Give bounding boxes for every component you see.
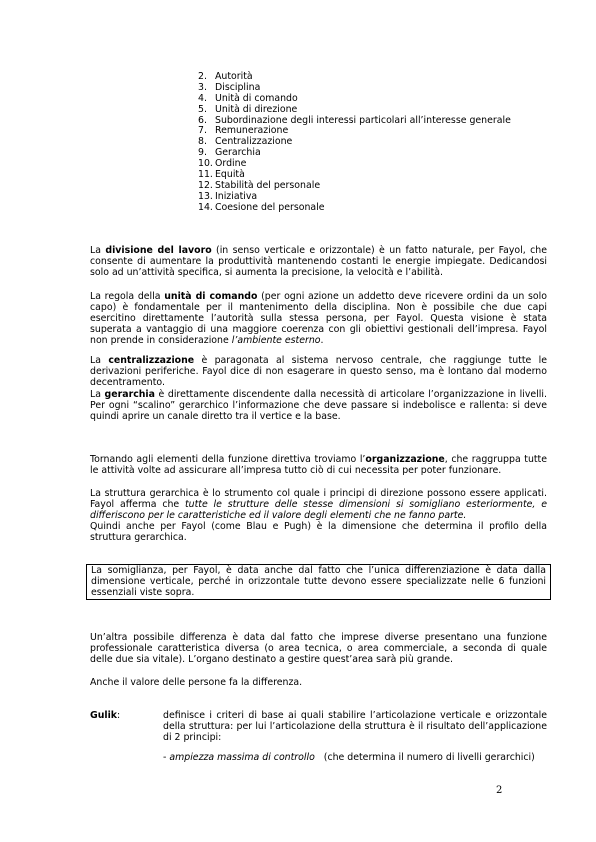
list-item-number: 7. xyxy=(198,125,207,137)
text: Un’altra possibile differenza è data dal fatto che imprese diverse presentano una funzione professionale caratteristica diversa (o area tecnica, o area commerciale, a seconda di quale delle due sia vitale). L’organo destinato a gestire quest’area sarà più grande. xyxy=(90,632,547,665)
list-item-number: 5. xyxy=(198,103,207,115)
list-item xyxy=(198,203,538,214)
paragraph-persone xyxy=(90,678,547,689)
gulik-label xyxy=(90,711,120,722)
text: è paragonata al sistema nervoso centrale, che raggiunge tutte le derivazioni periferiche. Fayol dice di non esagerare in questo senso, ma è lontano dal moderno decentramento. xyxy=(90,355,548,388)
list-item-label: Unità di comando xyxy=(215,92,298,104)
list-item-label: Coesione del personale xyxy=(215,201,325,213)
list-item-label: Gerarchia xyxy=(215,147,261,159)
text: La struttura gerarchica è lo strumento col quale i principi di direzione possono essere applicati. Fayol afferma che xyxy=(90,488,547,510)
list-item-number: 6. xyxy=(198,114,207,126)
list-item-label: Ordine xyxy=(215,158,247,170)
bold-term: unità di comando xyxy=(164,291,258,302)
list-item xyxy=(198,159,538,170)
gulik-principle-1 xyxy=(163,753,535,764)
list-item-number: 3. xyxy=(198,81,207,93)
gulik-definition xyxy=(163,711,547,744)
list-item-label: Stabilità del personale xyxy=(215,179,321,191)
text: La xyxy=(90,355,109,366)
paragraph-organizzazione xyxy=(90,455,547,477)
list-item-number: 14. xyxy=(198,201,213,213)
paragraph-centralizzazione xyxy=(90,356,547,389)
list-item-number: 9. xyxy=(198,147,207,159)
text: Anche il valore delle persone fa la differenza. xyxy=(90,677,303,688)
text: (che determina il numero di livelli gerarchici) xyxy=(314,752,535,763)
bold-term: gerarchia xyxy=(104,389,155,400)
dash: - xyxy=(163,752,170,763)
text: è direttamente discendente dalla necessità di articolare l’organizzazione in livelli. Per ogni “scalino” gerarchico l’informazione che deve passare si indebolisce e rallenta: si deve quindi aprire un canale diretto tra il vertice e la base. xyxy=(90,389,547,422)
list-item-label: Equità xyxy=(215,169,245,181)
boxed-note-text: La somiglianza, per Fayol, è data anche dal fatto che l’unica differenziazione è data dalla dimensione verticale, perché in orizzontale tutte devono essere specializzate nelle 6 funzioni essenziali viste sopra. xyxy=(91,565,546,598)
italic-term: ampiezza massima di controllo xyxy=(169,752,315,763)
text: La regola della xyxy=(90,291,165,302)
paragraph-differenza xyxy=(90,633,547,666)
list-item-label: Centralizzazione xyxy=(215,136,293,148)
bold-term: organizzazione xyxy=(365,454,445,465)
text: Quindi anche per Fayol (come Blau e Pugh) è la dimensione che determina il profilo della struttura gerarchica. xyxy=(90,520,547,543)
italic-term: l’ambiente esterno xyxy=(231,334,321,346)
bold-term: divisione del lavoro xyxy=(105,245,212,256)
italic-quote: tutte le strutture delle stesse dimensioni si somigliano esteriormente, e differiscono per le caratteristiche ed il valore degli elementi che ne fanno parte. xyxy=(90,498,547,521)
text: definisce i criteri di base ai quali stabilire l’articolazione verticale e orizzontale della struttura: per lui l’articolazione della struttura è il risultato dell’applicazione di 2 principi: xyxy=(163,710,547,743)
list-item-number: 2. xyxy=(198,71,207,82)
list-item-number: 8. xyxy=(198,136,207,148)
list-item-label: Unità di direzione xyxy=(215,103,298,115)
list-item-number: 10. xyxy=(198,158,213,170)
paragraph-unita-comando xyxy=(90,292,547,347)
paragraph-gerarchia xyxy=(90,390,547,423)
text: (per ogni azione un addetto deve ricevere ordini da un solo capo) è fondamentale per il mantenimento della disciplina. Non è possibile che due capi esercitino direttamente l’autorità sulla stessa persona, per Fayol. Questa visione è stata superata a vantaggio di una maggiore coerenza con gli obiettivi gestionali dell’impresa. Fayol non prende in considerazione xyxy=(90,291,547,346)
gulik-name: Gulik xyxy=(90,710,118,721)
paragraph-struttura-gerarchica xyxy=(90,489,547,544)
list-item-number: 4. xyxy=(198,92,207,104)
list-item-label: Disciplina xyxy=(215,81,261,93)
list-item-number: 13. xyxy=(198,190,213,202)
list-item-label: Iniziativa xyxy=(215,190,258,202)
list-item-label: Remunerazione xyxy=(215,125,289,137)
text: . xyxy=(320,334,324,346)
list-item-label: Subordinazione degli interessi particolari all’interesse generale xyxy=(215,114,511,126)
text: Tornando agli elementi della funzione direttiva troviamo l’ xyxy=(90,454,366,465)
text: , che raggruppa tutte le attività volte ad assicurare all’impresa tutto ciò di cui necessita per poter funzionare. xyxy=(90,454,548,476)
paragraph-divisione-lavoro xyxy=(90,246,547,279)
list-item-number: 12. xyxy=(198,179,213,191)
list-item xyxy=(198,148,538,159)
bold-term: centralizzazione xyxy=(108,355,195,366)
gulik-colon: : xyxy=(117,710,121,721)
principles-list xyxy=(198,72,538,214)
text: La xyxy=(90,245,106,256)
list-item-label: Autorità xyxy=(215,71,253,82)
text: La xyxy=(90,389,105,400)
list-item-number: 11. xyxy=(198,169,213,181)
boxed-note xyxy=(86,564,551,600)
text: (in senso verticale e orizzontale) è un fatto naturale, per Fayol, che consente di aumentare la produttività mantenendo costanti le energie impiegate. Dedicandosi solo ad un’attività specifica, si aumenta la precisione, la velocità e l’abilità. xyxy=(90,245,547,278)
page-number: 2 xyxy=(496,785,503,796)
list-item xyxy=(198,105,538,116)
